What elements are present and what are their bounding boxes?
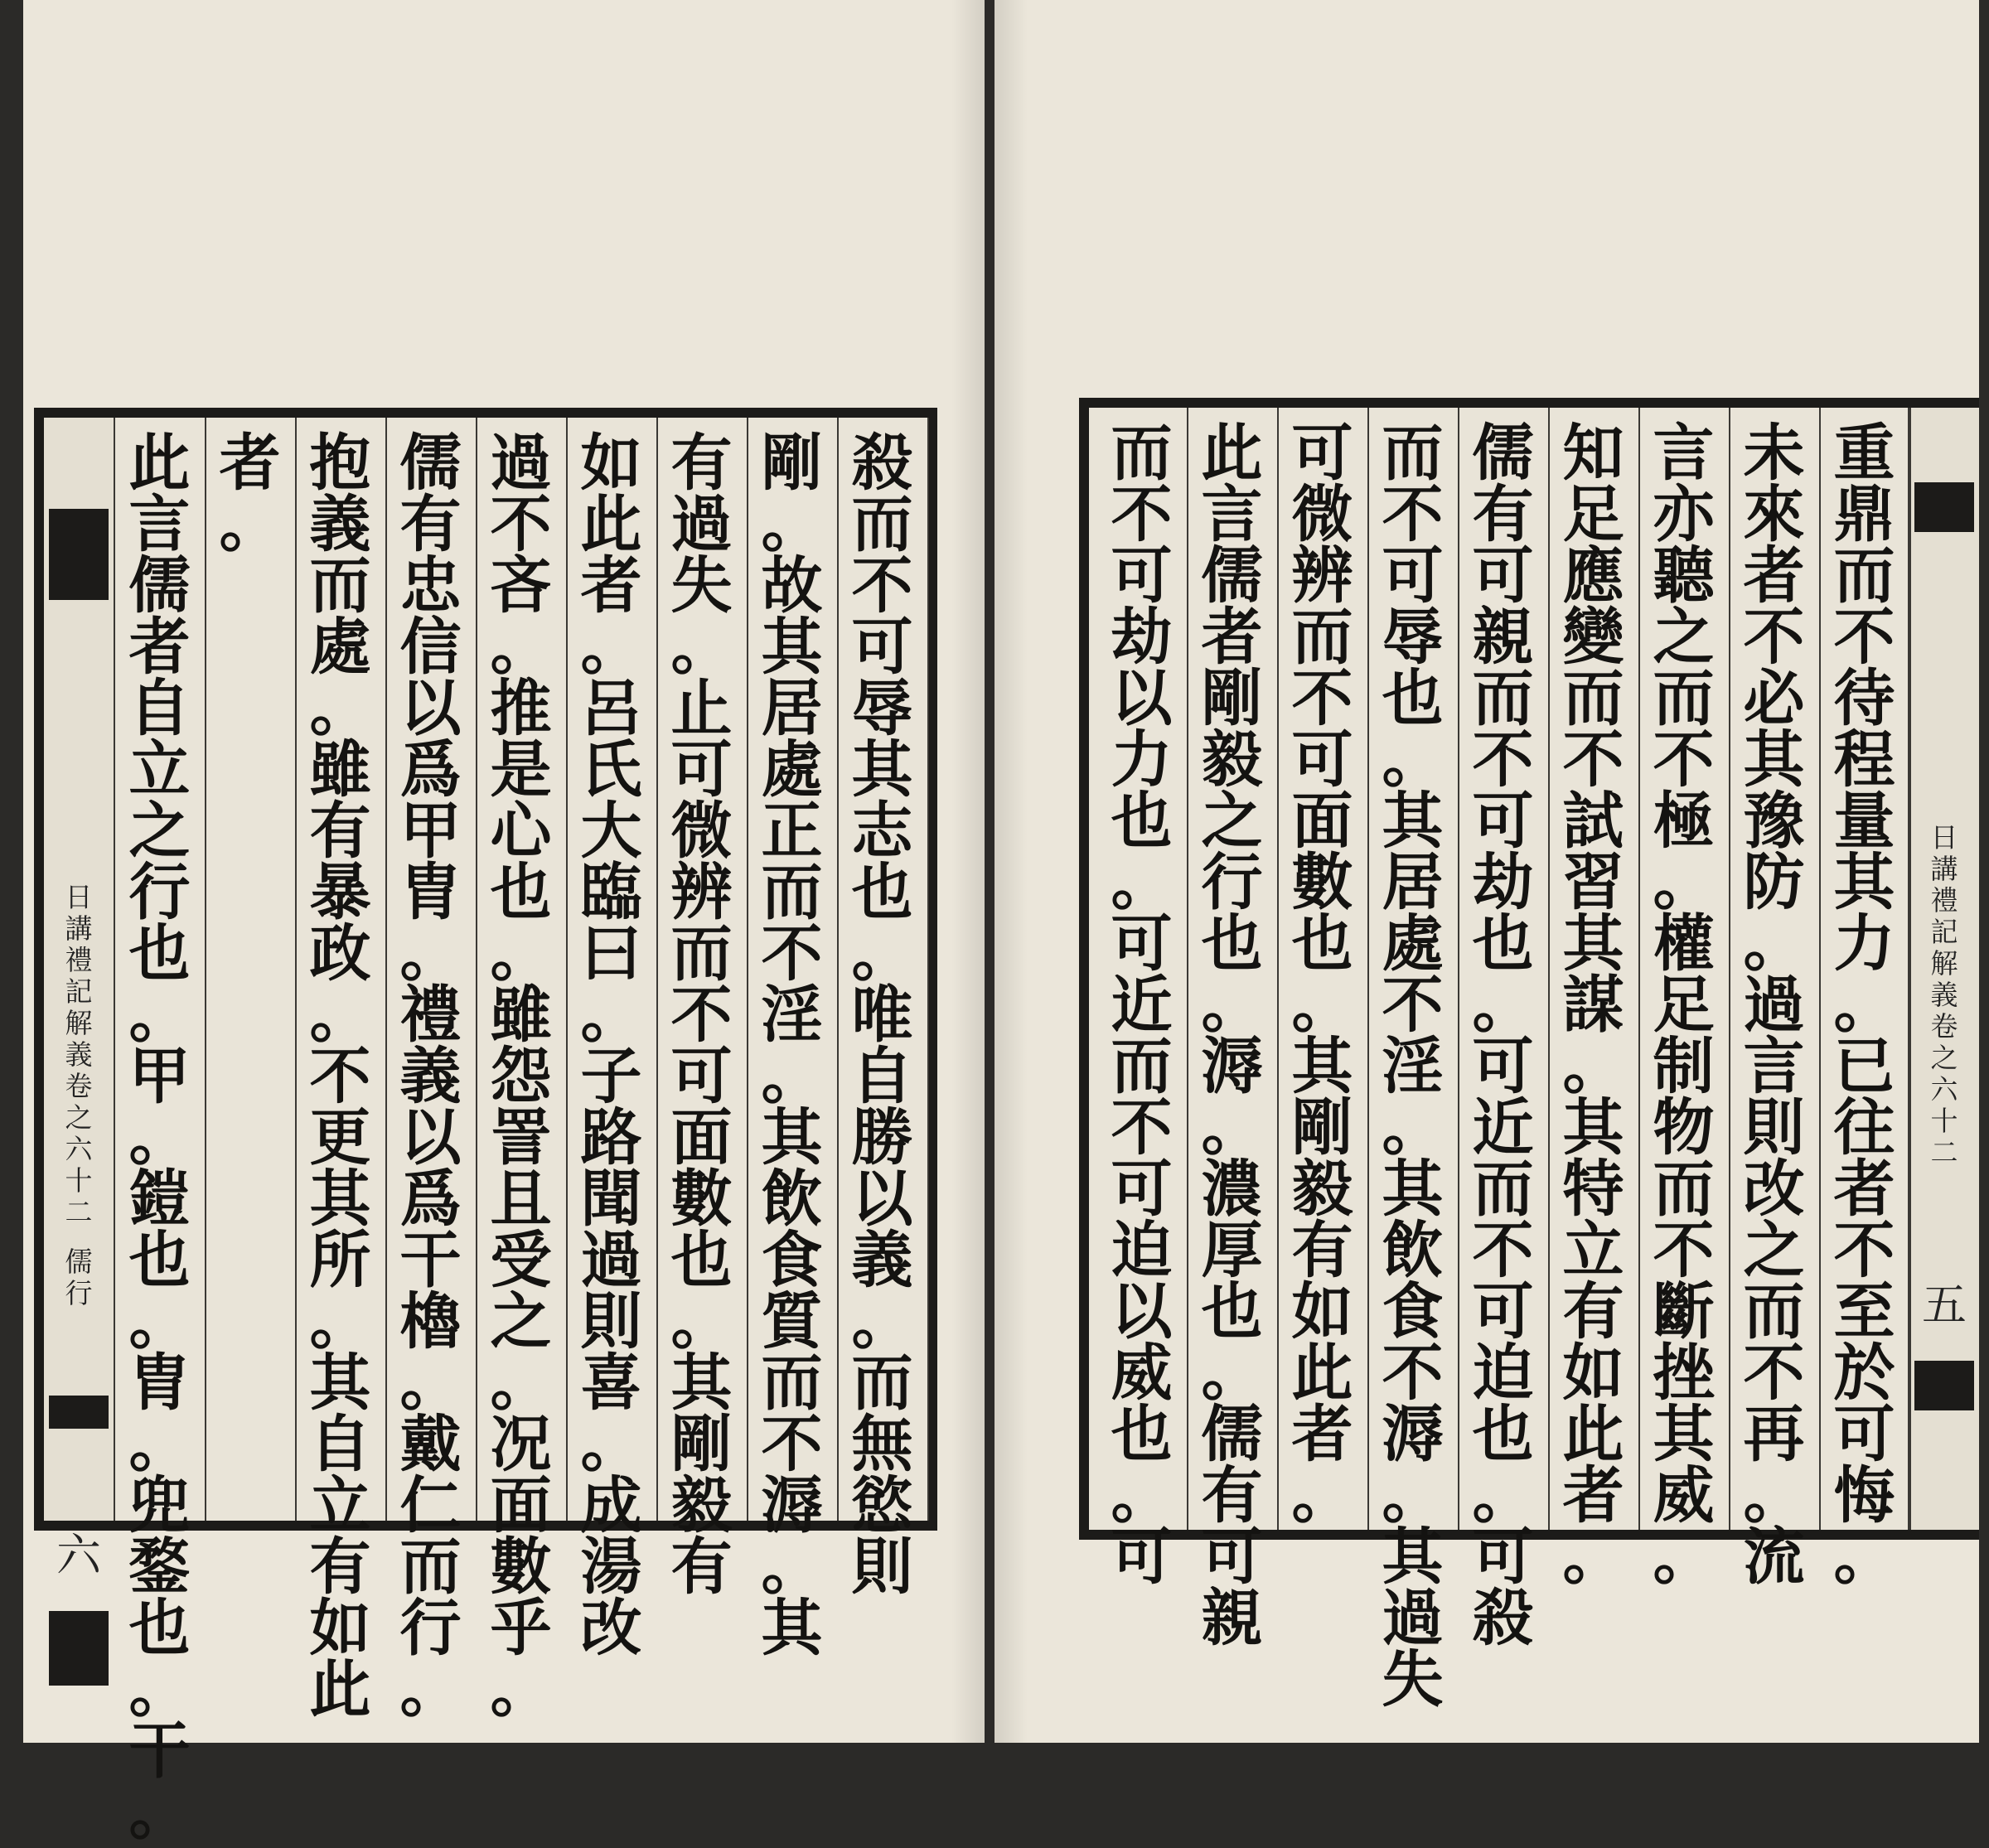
left-folio-number: 六 <box>56 1529 101 1581</box>
left-centre-chapter: 儒 行 <box>65 1246 93 1309</box>
text-column: 者 。 <box>219 428 281 560</box>
left-centre-column <box>44 418 115 1581</box>
text-column: 儒 有 可 親 而 不 可 劫 也 。 可 近 而 不 可 迫 也 。 可 殺 <box>1472 418 1534 1654</box>
column-rule <box>295 418 297 1521</box>
column-rule <box>747 418 748 1521</box>
right-page <box>994 0 1979 1743</box>
column-rule <box>385 418 387 1521</box>
column-rule <box>1729 408 1730 1530</box>
column-rule <box>1367 408 1369 1530</box>
column-rule <box>927 418 929 1521</box>
text-column: 剛 。 故 其 居 處 正 而 不 淫 。 其 飲 食 質 而 不 溽 。 其 <box>761 428 823 1664</box>
column-rule <box>1819 408 1821 1530</box>
right-centre-column <box>1908 408 1979 1530</box>
column-rule <box>205 418 206 1521</box>
text-column: 有 過 失 。 止 可 微 辨 而 不 可 面 數 也 。 其 剛 毅 有 <box>670 428 733 1603</box>
text-column: 如 此 者 。 呂 氏 大 臨 曰 。 子 路 聞 過 則 喜 。 成 湯 改 <box>580 428 642 1664</box>
gutter-shadow <box>951 0 985 1743</box>
lower-fishtail-mark <box>49 1396 109 1429</box>
text-column: 此 言 儒 者 自 立 之 行 也 。 甲 。 鎧 也 。 胄 。 兜 鍪 也 。 干 。 <box>128 428 191 1848</box>
column-rule <box>1638 408 1640 1530</box>
left-page <box>23 0 985 1848</box>
text-column: 殺 而 不 可 辱 其 志 也 。 唯 自 勝 以 義 。 而 無 慾 則 <box>851 428 913 1603</box>
text-column: 抱 義 而 處 。 雖 有 暴 政 。 不 更 其 所 。 其 自 立 有 如 此 <box>309 428 371 1725</box>
text-column: 知 足 應 變 而 不 試 習 其 謀 。 其 特 立 有 如 此 者 。 <box>1562 418 1624 1593</box>
right-folio-number: 五 <box>1922 1279 1967 1331</box>
right-centre-title: 日 講 禮 記 解 義 卷 之 六 十 二 <box>1930 821 1958 1168</box>
text-column: 重 鼎 而 不 待 程 量 其 力 。 已 往 者 不 至 於 可 悔 。 <box>1833 418 1895 1593</box>
right-text-frame <box>1079 398 1979 1715</box>
text-column: 而 不 可 辱 也 。 其 居 處 不 淫 。 其 飲 食 不 溽 。 其 過 失 <box>1382 418 1444 1715</box>
text-column: 過 不 吝 。 推 是 心 也 。 雖 怨 詈 且 受 之 。 况 面 數 乎 。 <box>490 428 552 1725</box>
upper-fishtail-mark <box>49 509 109 600</box>
column-rule <box>1909 408 1911 1530</box>
text-column: 而 不 可 劫 以 力 也 。 可 近 而 不 可 迫 以 威 也 。 可 <box>1111 418 1173 1593</box>
column-rule <box>566 418 568 1521</box>
text-column: 未 來 者 不 必 其 豫 防 。 過 言 則 改 之 而 不 再 。 流 <box>1743 418 1805 1593</box>
left-text-frame <box>34 408 937 1848</box>
lower-fishtail-mark <box>1914 1361 1974 1410</box>
column-rule <box>1458 408 1459 1530</box>
column-rule <box>1277 408 1279 1530</box>
text-column: 儒 有 忠 信 以 爲 甲 胄 。 禮 義 以 爲 干 櫓 。 戴 仁 而 行 。 <box>399 428 462 1725</box>
bottom-fishtail-mark <box>49 1611 109 1686</box>
text-column: 言 亦 聽 之 而 不 極 。 權 足 制 物 而 不 斷 挫 其 威 。 <box>1653 418 1715 1593</box>
gutter-shadow <box>994 0 1028 1743</box>
column-rule <box>476 418 477 1521</box>
upper-fishtail-mark <box>1914 482 1974 532</box>
text-column: 可 微 辨 而 不 可 面 數 也 。 其 剛 毅 有 如 此 者 。 <box>1291 418 1353 1531</box>
text-column: 此 言 儒 者 剛 毅 之 行 也 。 溽 。 濃 厚 也 。 儒 有 可 親 <box>1201 418 1263 1654</box>
column-rule <box>1187 408 1188 1530</box>
column-rule <box>837 418 839 1521</box>
left-centre-title: 日 講 禮 記 解 義 卷 之 六 十 二 <box>65 881 93 1228</box>
column-rule <box>1548 408 1550 1530</box>
column-rule <box>656 418 658 1521</box>
